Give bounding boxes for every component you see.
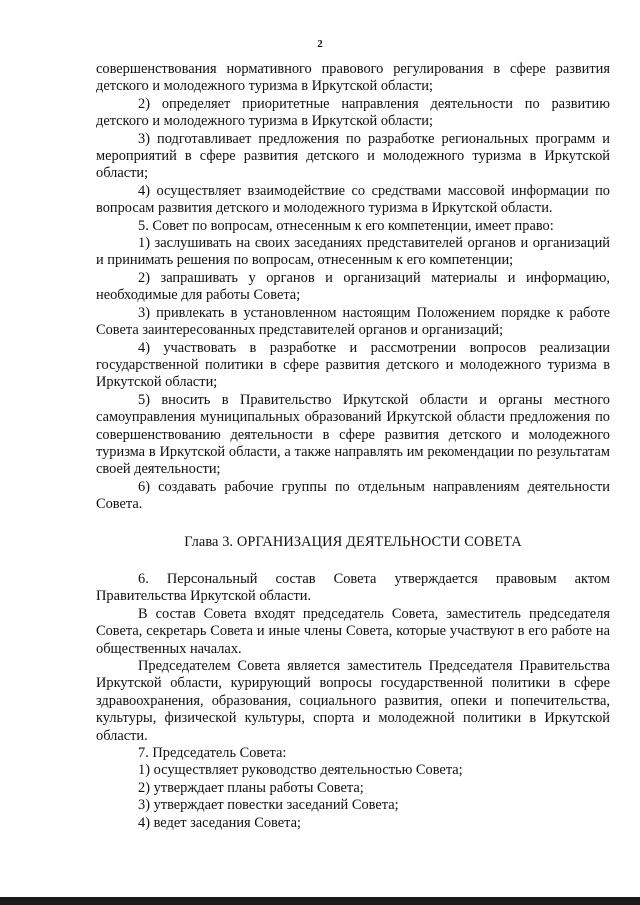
paragraph: совершенствования нормативного правового регулирования в сфере развития детского и молодежного туризма в Иркутской области; [96, 61, 610, 95]
page-number: 2 [317, 38, 323, 50]
section-organization [96, 571, 610, 832]
paragraph: 5. Совет по вопросам, отнесенным к его компетенции, имеет право: [138, 217, 554, 234]
paragraph: Председателем Совета является заместитель Председателя Правительства Иркутской области, курирующий вопросы государственной политики в сфере здравоохранения, образования, социального развития, опеки и попечительства, культуры, физической культуры, спорта и молодежной политики в Иркутской области. [96, 658, 610, 744]
section-rights-and-functions [96, 61, 610, 514]
paragraph: 2) запрашивать у органов и организаций материалы и информацию, необходимые для работы Совета; [96, 269, 610, 304]
document-body [96, 61, 610, 832]
paragraph: 1) заслушивать на своих заседаниях представителей органов и организаций и принимать решения по вопросам, отнесенным к его компетенции; [96, 235, 610, 269]
paragraph: 2) определяет приоритетные направления деятельности по развитию детского и молодежного туризма в Иркутской области; [96, 95, 610, 130]
paragraph: 3) привлекать в установленном настоящим Положением порядке к работе Совета заинтересованных представителей органов и организаций; [96, 304, 610, 339]
paragraph: 4) осуществляет взаимодействие со средствами массовой информации по вопросам развития детского и молодежного туризма в Иркутской области. [96, 182, 610, 217]
scan-edge-bar [0, 897, 640, 905]
paragraph: 3) утверждает повестки заседаний Совета; [138, 797, 399, 814]
paragraph: 5) вносить в Правительство Иркутской области и органы местного самоуправления муниципальных образований Иркутской области предложения по совершенствованию деятельности в сфере развития детского и молодежного туризма в Иркутской области, а также направлять им рекомендации по результатам своей деятельности; [96, 391, 610, 478]
paragraph: 1) осуществляет руководство деятельностью Совета; [138, 762, 463, 779]
paragraph: 3) подготавливает предложения по разработке региональных программ и мероприятий в сфере развития детского и молодежного туризма в Иркутской области; [96, 130, 610, 182]
paragraph: 4) участвовать в разработке и рассмотрении вопросов реализации государственной политики в сфере развития детского и молодежного туризма в Иркутской области; [96, 339, 610, 391]
paragraph: 6. Персональный состав Совета утверждается правовым актом Правительства Иркутской области. [96, 570, 610, 605]
paragraph: 6) создавать рабочие группы по отдельным направлениям деятельности Совета. [96, 478, 610, 513]
paragraph: 4) ведет заседания Совета; [138, 814, 301, 831]
paragraph: 2) утверждает планы работы Совета; [138, 779, 364, 796]
paragraph: В состав Совета входят председатель Совета, заместитель председателя Совета, секретарь Совета и иные члены Совета, которые участвуют в его работе на общественных началах. [96, 605, 610, 657]
chapter-heading: Глава 3. ОРГАНИЗАЦИЯ ДЕЯТЕЛЬНОСТИ СОВЕТА [184, 533, 522, 550]
paragraph: 7. Председатель Совета: [138, 745, 287, 762]
